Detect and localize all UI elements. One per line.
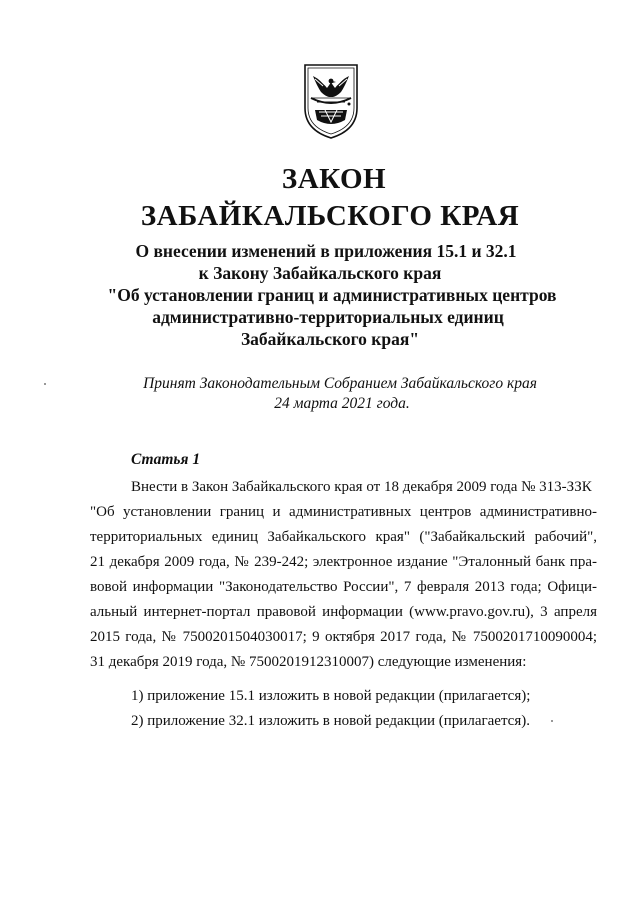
paragraph-line: 21 декабря 2009 года, № 239-242; электронное издание "Эталонный банк пра- xyxy=(90,554,597,570)
paragraph-line: 31 декабря 2019 года, № 7500201912310007) следующие изменения: xyxy=(90,654,527,670)
article-paragraph xyxy=(90,475,597,675)
subtitle-line: административно-территориальных единиц xyxy=(152,307,504,327)
paragraph-line: альный интернет-портал правовой информации (www.pravo.gov.ru), 3 апреля xyxy=(90,604,597,620)
subtitle-line: "Об установлении границ и административных центров xyxy=(107,285,557,305)
paragraph-line: вовой информации "Законодательство России", 7 февраля 2013 года; Офици- xyxy=(90,579,597,595)
list-item: 1) приложение 15.1 изложить в новой редакции (прилагается); xyxy=(131,688,531,704)
subtitle-line: О внесении изменений в приложения 15.1 и 32.1 xyxy=(135,241,517,261)
paragraph-line: "Об установлении границ и административных центров административно- xyxy=(90,504,597,520)
list-item: 2) приложение 32.1 изложить в новой редакции (прилагается). xyxy=(131,713,530,729)
scan-speck xyxy=(551,720,553,722)
subtitle-line: Забайкальского края" xyxy=(240,329,420,349)
paragraph-line: территориальных единиц Забайкальского края" ("Забайкальский рабочий", xyxy=(90,529,597,545)
article-heading: Статья 1 xyxy=(131,451,201,468)
subtitle-line: к Закону Забайкальского края xyxy=(198,263,442,283)
coat-of-arms-emblem xyxy=(299,62,363,140)
scan-speck xyxy=(44,383,46,385)
adoption-statement: Принят Законодательным Собранием Забайкальского края xyxy=(143,375,537,392)
law-region-title: ЗАБАЙКАЛЬСКОГО КРАЯ xyxy=(140,200,520,232)
paragraph-line: 2015 года, № 7500201504030017; 9 октября 2017 года, № 7500201710090004; xyxy=(90,629,597,645)
law-title: ЗАКОН xyxy=(281,163,387,195)
adoption-date: 24 марта 2021 года. xyxy=(274,395,410,412)
paragraph-line: Внести в Закон Забайкальского края от 18 декабря 2009 года № 313-ЗЗК xyxy=(131,479,592,495)
